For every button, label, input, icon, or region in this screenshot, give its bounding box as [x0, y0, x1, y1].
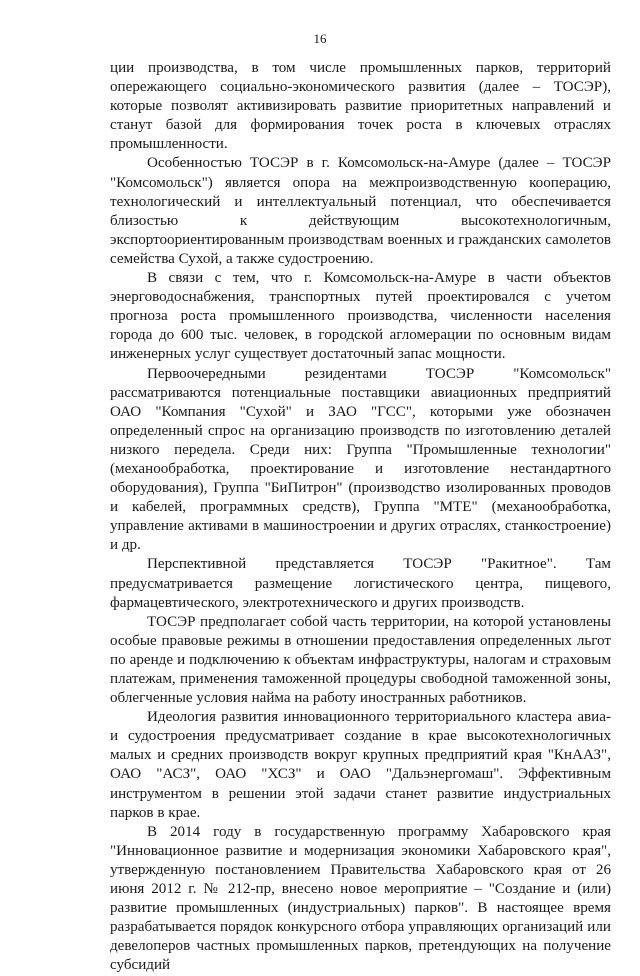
page-number: 16	[313, 31, 327, 46]
paragraph-tosr-komsomolsk-features: Особенностью ТОСЭР в г. Комсомольск-на-Амуре (далее – ТОСЭР "Комсомольск") является опора на межпроизводственную кооперацию, технологический и интеллектуальный потенциал, что обеспечивается близостью к действующим высокотехнологичным, экспортоориентированным производствам военных и гражданских самолетов семейства Сухой, а также судостроению.	[110, 155, 611, 267]
paragraph-tosr-rakitnoe: Перспективной представляется ТОСЭР "Ракитное". Там предусматривается размещение логистического центра, пищевого, фармацевтического, электротехнического и других производств.	[110, 556, 611, 611]
paragraph-cluster-ideology: Идеология развития инновационного территориального кластера авиа- и судостроения предусматривает создание в крае высокотехнологичных малых и средних производств вокруг крупных предприятий края "КнААЗ", ОАО "АСЗ", ОАО "ХСЗ" и ОАО "Дальэнергомаш". Эффективным инструментом в решении этой задачи станет развитие индустриальных парков в крае.	[110, 709, 611, 821]
paragraph-continued: ции производства, в том числе промышленных парков, территорий опережающего социально-экономического развития (далее – ТОСЭР), которые позволят активизировать развитие приоритетных направлений и станут базой для формирования точек роста в ключевых отраслях промышленности.	[110, 60, 611, 153]
paragraph-infrastructure-capacity: В связи с тем, что г. Комсомольск-на-Амуре в части объектов энерговодоснабжения, транспортных путей проектировался с учетом прогноза роста промышленного производства, численности населения города до 600 тыс. человек, в городской агломерации по основным видам инженерных услуг существует достаточный запас мощности.	[110, 270, 611, 363]
paragraph-tosr-definition: ТОСЭР предполагает собой часть территории, на которой установлены особые правовые режимы в отношении предоставления определенных льгот по аренде и подключению к объектам инфраструктуры, налогам и страховым платежам, применения таможенной процедуры свободной таможенной зоны, облегченные условия найма на работу иностранных работников.	[110, 613, 611, 707]
document-body	[110, 59, 611, 976]
paragraph-priority-residents: Первоочередными резидентами ТОСЭР "Комсомольск" рассматриваются потенциальные поставщики авиационных предприятий ОАО "Компания "Сухой" и ЗАО "ГСС", которыми уже обозначен определенный спрос на организацию производств по изготовлению деталей низкого передела. Среди них: Группа "Промышленные технологии" (механообработка, проектирование и изготовление нестандартного оборудования), Группа "БиПитрон" (производство изолированных проводов и кабелей, программных средств), Группа "МТЕ" (механообработка, управление активами в машиностроении и других отраслях, станкостроение) и др.	[110, 365, 611, 554]
paragraph-state-program-2014: В 2014 году в государственную программу Хабаровского края "Инновационное развитие и модернизация экономики Хабаровского края", утвержденную постановлением Правительства Хабаровского края от 26 июня 2012 г. № 212-пр, внесено новое мероприятие – "Создание и (или) развитие промышленных (индустриальных) парков". В настоящее время разрабатывается порядок конкурсного отбора управляющих организаций или девелоперов частных промышленных парков, претендующих на получение субсидий	[110, 823, 611, 974]
